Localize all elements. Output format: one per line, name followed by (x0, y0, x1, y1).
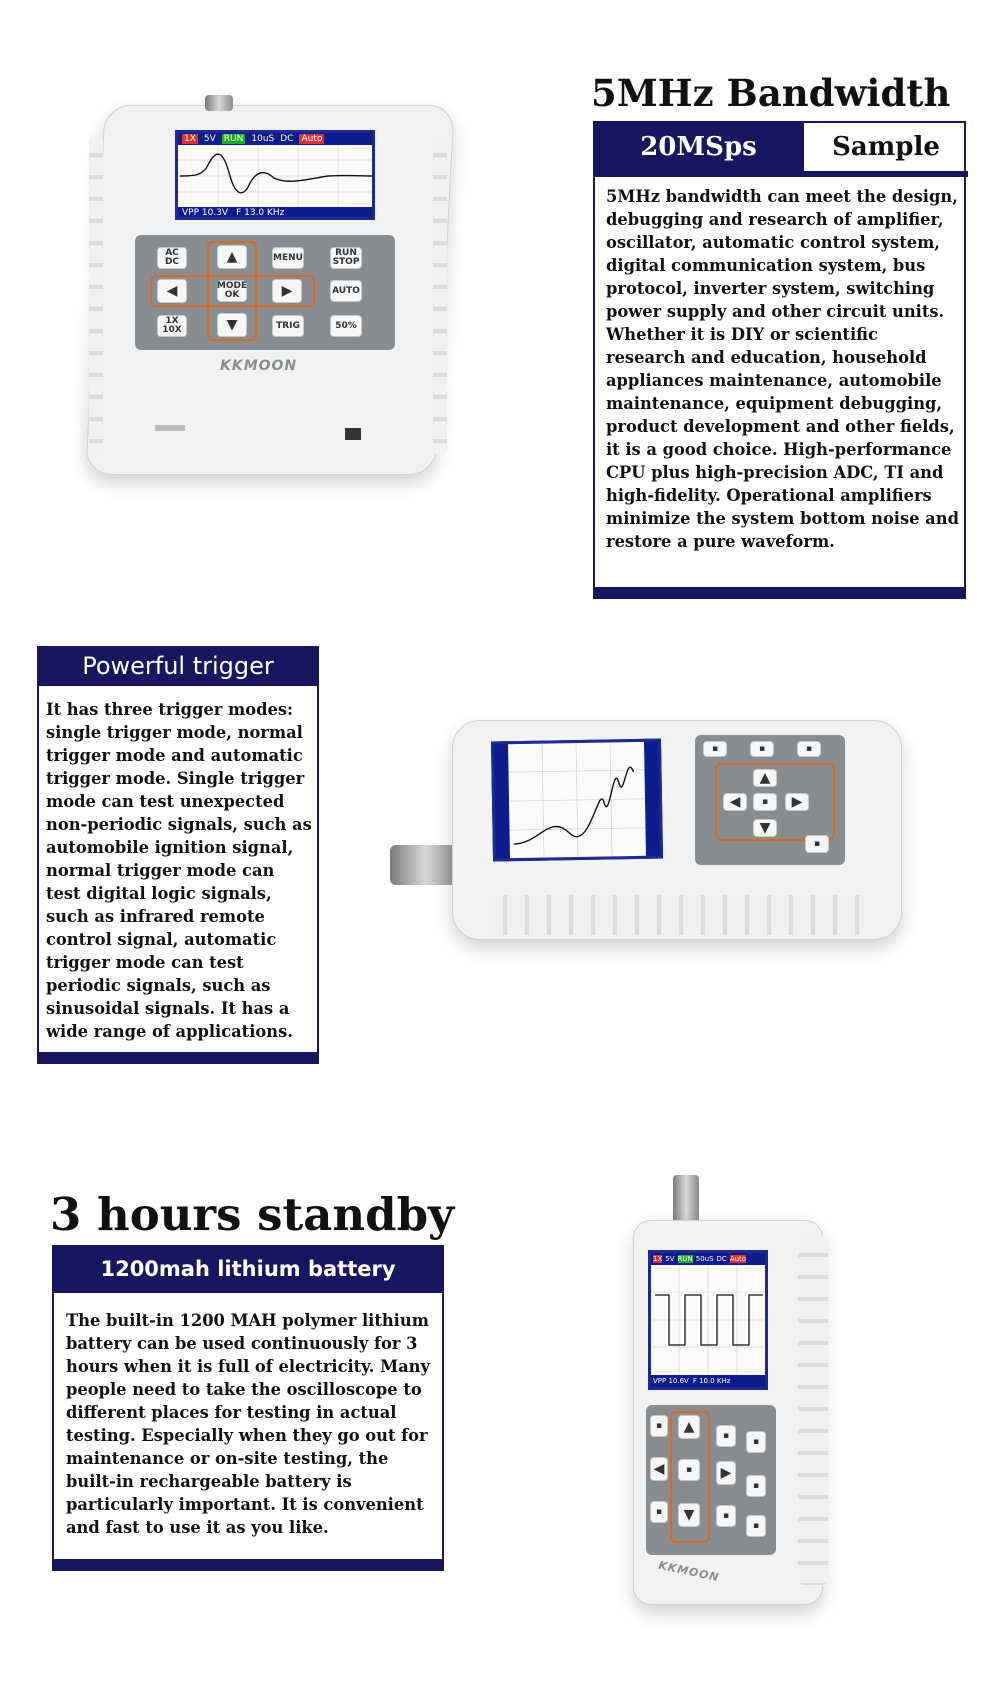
battery-card (52, 1245, 444, 1571)
battery-subheading: 1200mah lithium battery (52, 1245, 444, 1293)
auto-button[interactable]: ▪ (746, 1475, 766, 1497)
mode-ok-button[interactable]: ▪ (753, 793, 777, 811)
bnc-connector-icon (673, 1175, 699, 1225)
status-coupling: DC (716, 1255, 727, 1263)
waveform-graph (651, 1265, 765, 1375)
fifty-percent-button[interactable]: ▪ (746, 1515, 766, 1537)
oscilloscope-image-front (95, 95, 470, 495)
oscilloscope-screen (648, 1250, 768, 1390)
menu-button[interactable]: MENU (272, 247, 304, 269)
oscilloscope-screen (491, 739, 663, 862)
vpp-readout: VPP 10.3V (182, 208, 229, 218)
fifty-percent-button[interactable]: 50% (330, 315, 362, 337)
bandwidth-description: 5MHz bandwidth can meet the design, debugging and research of amplifier, oscillator, automatic control system, digital communication system, bus protocol, inverter system, switching power supply and other circuit units. Whether it is DIY or scientific research and education, household appliances maintenance, automobile maintenance, equipment debugging, product development and other fields, it is a good choice. High-performance CPU plus high-precision ADC, TI and high-fidelity. Operational amplifiers minimize the system bottom noise and restore a pure waveform. (606, 187, 959, 551)
tab-sample: Sample (802, 123, 968, 171)
bandwidth-card (593, 121, 966, 599)
oscilloscope-image-upright (628, 1175, 838, 1615)
acdc-button[interactable]: AC DC (157, 247, 187, 269)
oscilloscope-image-side (390, 715, 930, 955)
bnc-connector-icon (390, 845, 460, 885)
status-mode: Auto (301, 134, 323, 144)
x1-x10-button[interactable]: ▪ (650, 1501, 668, 1523)
status-probe: 1X (653, 1255, 663, 1263)
keypad (135, 235, 395, 350)
status-run: RUN (677, 1255, 693, 1263)
freq-readout: F 13.0 KHz (236, 208, 285, 218)
usb-port-icon (155, 425, 185, 431)
bnc-connector-icon (205, 95, 233, 111)
waveform-graph (508, 742, 646, 858)
status-mode: Auto (729, 1255, 747, 1263)
up-arrow-button[interactable]: ▲ (217, 245, 247, 269)
status-time: 10uS (251, 134, 275, 144)
down-arrow-button[interactable]: ▼ (678, 1503, 700, 1527)
status-coupling: DC (280, 134, 294, 144)
trig-button[interactable]: ▪ (716, 1505, 736, 1527)
power-switch-icon (345, 428, 361, 440)
left-arrow-button[interactable]: ◀ (650, 1457, 668, 1481)
up-arrow-button[interactable]: ▲ (678, 1415, 700, 1439)
x1-x10-button[interactable]: 1X 10X (157, 315, 187, 337)
oscilloscope-screen (175, 130, 375, 220)
auto-button[interactable]: ▪ (750, 741, 774, 757)
x1-x10-button[interactable]: ▪ (805, 835, 829, 853)
down-arrow-button[interactable]: ▼ (217, 313, 247, 337)
brand-logo: KKMOON (220, 358, 298, 374)
left-arrow-button[interactable]: ◀ (157, 279, 187, 303)
brand-logo: KKMOON (657, 1558, 721, 1585)
menu-button[interactable]: ▪ (716, 1425, 736, 1447)
status-time: 50uS (695, 1255, 714, 1263)
acdc-button[interactable]: ▪ (650, 1415, 668, 1437)
right-arrow-button[interactable]: ▶ (785, 793, 809, 811)
trigger-heading: Powerful trigger (37, 646, 319, 686)
run-stop-button[interactable]: ▪ (746, 1431, 766, 1453)
auto-button[interactable]: AUTO (330, 280, 362, 302)
waveform-graph (178, 145, 372, 207)
mode-ok-button[interactable]: ▪ (678, 1459, 700, 1481)
run-stop-button[interactable]: RUN STOP (330, 247, 362, 269)
battery-heading: 3 hours standby (50, 1188, 455, 1241)
bandwidth-heading: 5MHz Bandwidth (591, 71, 951, 115)
run-stop-button[interactable]: ▪ (703, 741, 727, 757)
up-arrow-button[interactable]: ▲ (753, 769, 777, 787)
fifty-percent-button[interactable]: ▪ (797, 741, 821, 757)
tab-samplerate: 20MSps (595, 123, 802, 171)
mode-ok-button[interactable]: MODE OK (216, 281, 248, 300)
left-arrow-button[interactable]: ◀ (723, 793, 747, 811)
right-arrow-button[interactable]: ▶ (272, 279, 302, 303)
keypad (646, 1405, 776, 1555)
status-probe: 1X (184, 134, 196, 144)
status-volt: 5V (665, 1255, 675, 1263)
trig-button[interactable]: TRIG (272, 315, 304, 337)
vpp-readout: VPP 10.6V (653, 1377, 689, 1385)
down-arrow-button[interactable]: ▼ (753, 819, 777, 837)
brand-logo: KKMOON (812, 770, 825, 832)
battery-description: The built-in 1200 MAH polymer lithium battery can be used continuously for 3 hours when it is full of electricity. Many people need to take the oscilloscope to different places for testing in actual testing. Especially when they go out for maintenance or on-site testing, the built-in rechargeable battery is particularly important. It is convenient and fast to use it as you like. (66, 1311, 430, 1537)
trigger-card (37, 646, 319, 1064)
trigger-description: It has three trigger modes: single trigger mode, normal trigger mode and automatic trigger mode. Single trigger mode can test unexpected non-periodic signals, such as automobile ignition signal, normal trigger mode can test digital logic signals, such as infrared remote control signal, automatic trigger mode can test periodic signals, such as sinusoidal signals. It has a wide range of applications. (46, 700, 312, 1041)
freq-readout: F 10.0 KHz (692, 1377, 731, 1385)
status-volt: 5V (203, 134, 216, 144)
status-run: RUN (223, 134, 244, 144)
right-arrow-button[interactable]: ▶ (716, 1461, 736, 1485)
